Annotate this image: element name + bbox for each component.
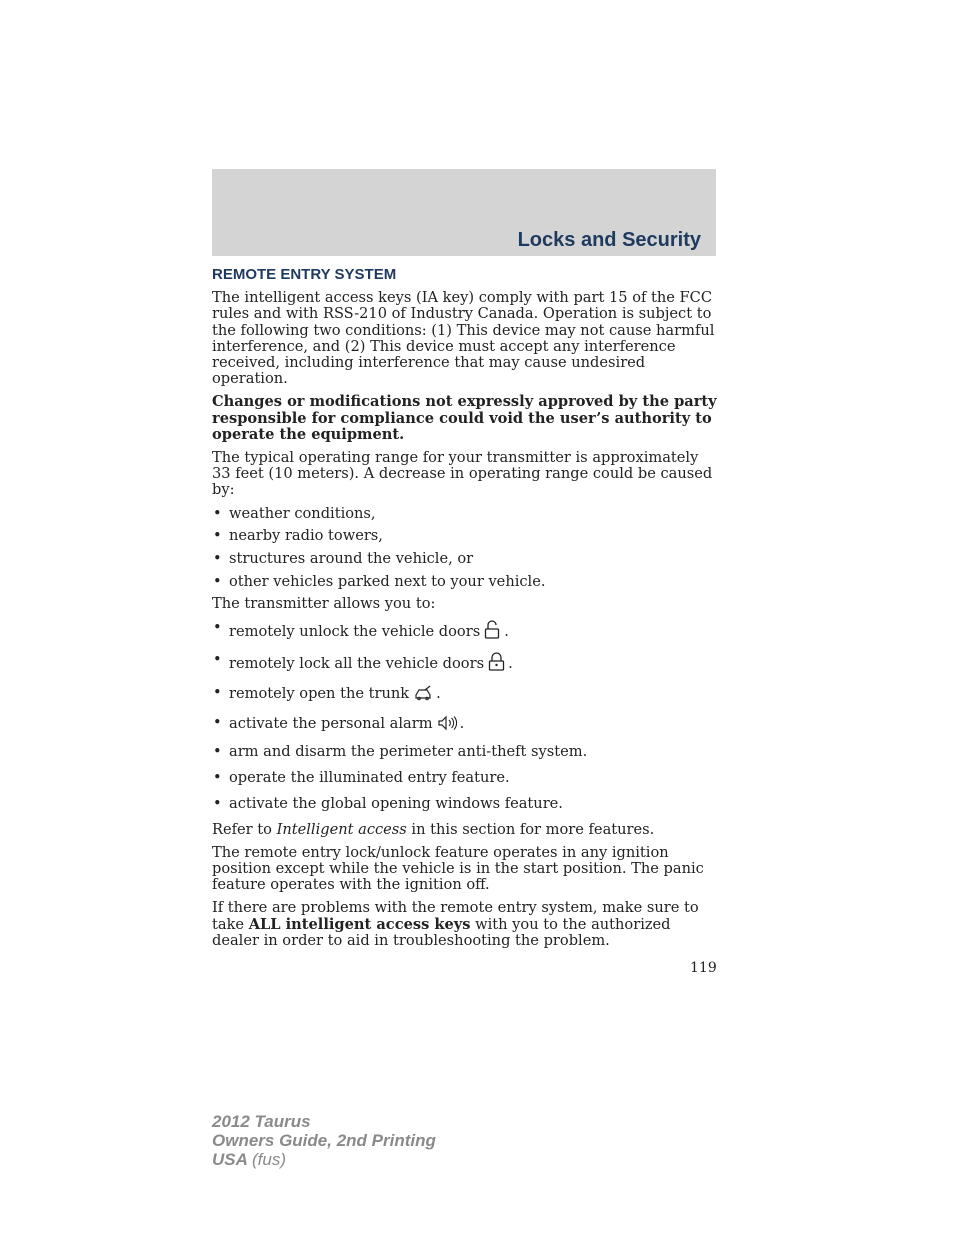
remote-entry-heading: REMOTE ENTRY SYSTEM — [212, 266, 397, 283]
list-item-suffix: . — [508, 655, 513, 673]
footer-line-2: Owners Guide, 2nd Printing — [212, 1131, 436, 1150]
troubleshooting-bold: ALL intelligent access keys — [248, 915, 471, 933]
unlock-icon — [484, 620, 501, 643]
troubleshooting-paragraph — [212, 900, 718, 949]
alarm-icon — [437, 715, 457, 735]
list-item-suffix: . — [459, 714, 465, 732]
list-item-text: remotely lock all the vehicle doors — [229, 655, 485, 673]
refer-paragraph — [212, 822, 718, 838]
list-item — [212, 652, 718, 675]
section-header-band — [212, 169, 716, 256]
list-item: • activate the global opening windows feature. — [212, 796, 718, 812]
page-content — [212, 267, 718, 956]
capabilities-list — [212, 620, 718, 812]
section-title: Locks and Security — [517, 229, 701, 251]
list-item: • arm and disarm the perimeter anti-theft system. — [212, 744, 718, 760]
list-item — [212, 685, 718, 705]
footer — [212, 1112, 436, 1169]
list-item: • other vehicles parked next to your vehicle. — [212, 574, 718, 590]
list-item: • weather conditions, — [212, 506, 718, 522]
footer-line-1: 2012 Taurus — [212, 1112, 311, 1131]
refer-suffix: in this section for more features. — [406, 820, 655, 838]
page-number: 119 — [690, 960, 717, 976]
footer-region: USA — [212, 1150, 248, 1169]
refer-prefix: Refer to — [212, 820, 277, 838]
footer-line-3 — [212, 1150, 436, 1169]
range-causes-list — [212, 506, 718, 590]
troubleshooting-prefix: If there are problems with the remote entry system, make sure to take — [212, 899, 699, 933]
list-item-text: activate the personal alarm — [229, 714, 433, 732]
list-item — [212, 620, 718, 643]
list-item: • operate the illuminated entry feature. — [212, 770, 718, 786]
list-item — [212, 715, 718, 735]
footer-region-code: (fus) — [252, 1150, 286, 1169]
lock-icon — [488, 652, 505, 675]
range-paragraph: The typical operating range for your transmitter is approximately 33 feet (10 meters). A decrease in operating range could be caused by: — [212, 449, 713, 499]
list-item: • nearby radio towers, — [212, 528, 718, 544]
list-item: • structures around the vehicle, or — [212, 551, 718, 567]
list-item-text: remotely open the trunk — [229, 685, 410, 703]
list-item-suffix: . — [436, 685, 441, 703]
intelligent-access-reference: Intelligent access — [276, 820, 407, 838]
list-item-suffix: . — [504, 622, 509, 640]
trunk-icon — [413, 685, 433, 705]
list-item-text: remotely unlock the vehicle doors — [229, 622, 481, 640]
transmitter-paragraph: The transmitter allows you to: — [212, 595, 436, 613]
troubleshooting-suffix: with you to the authorized dealer in order to aid in troubleshooting the problem. — [212, 915, 671, 949]
warning-paragraph: Changes or modifications not expressly approved by the party responsible for compliance could void the user’s authority to operate the equipment. — [212, 393, 717, 443]
ignition-paragraph: The remote entry lock/unlock feature operates in any ignition position except while the vehicle is in the start position. The panic feature operates with the ignition off. — [212, 843, 704, 894]
fcc-paragraph: The intelligent access keys (IA key) comply with part 15 of the FCC rules and with RSS-210 of Industry Canada. Operation is subject to the following two conditions: (1) This device may not cause harmful interference, and (2) This device must accept any interference received, including interference that may cause undesired operation. — [212, 289, 715, 388]
